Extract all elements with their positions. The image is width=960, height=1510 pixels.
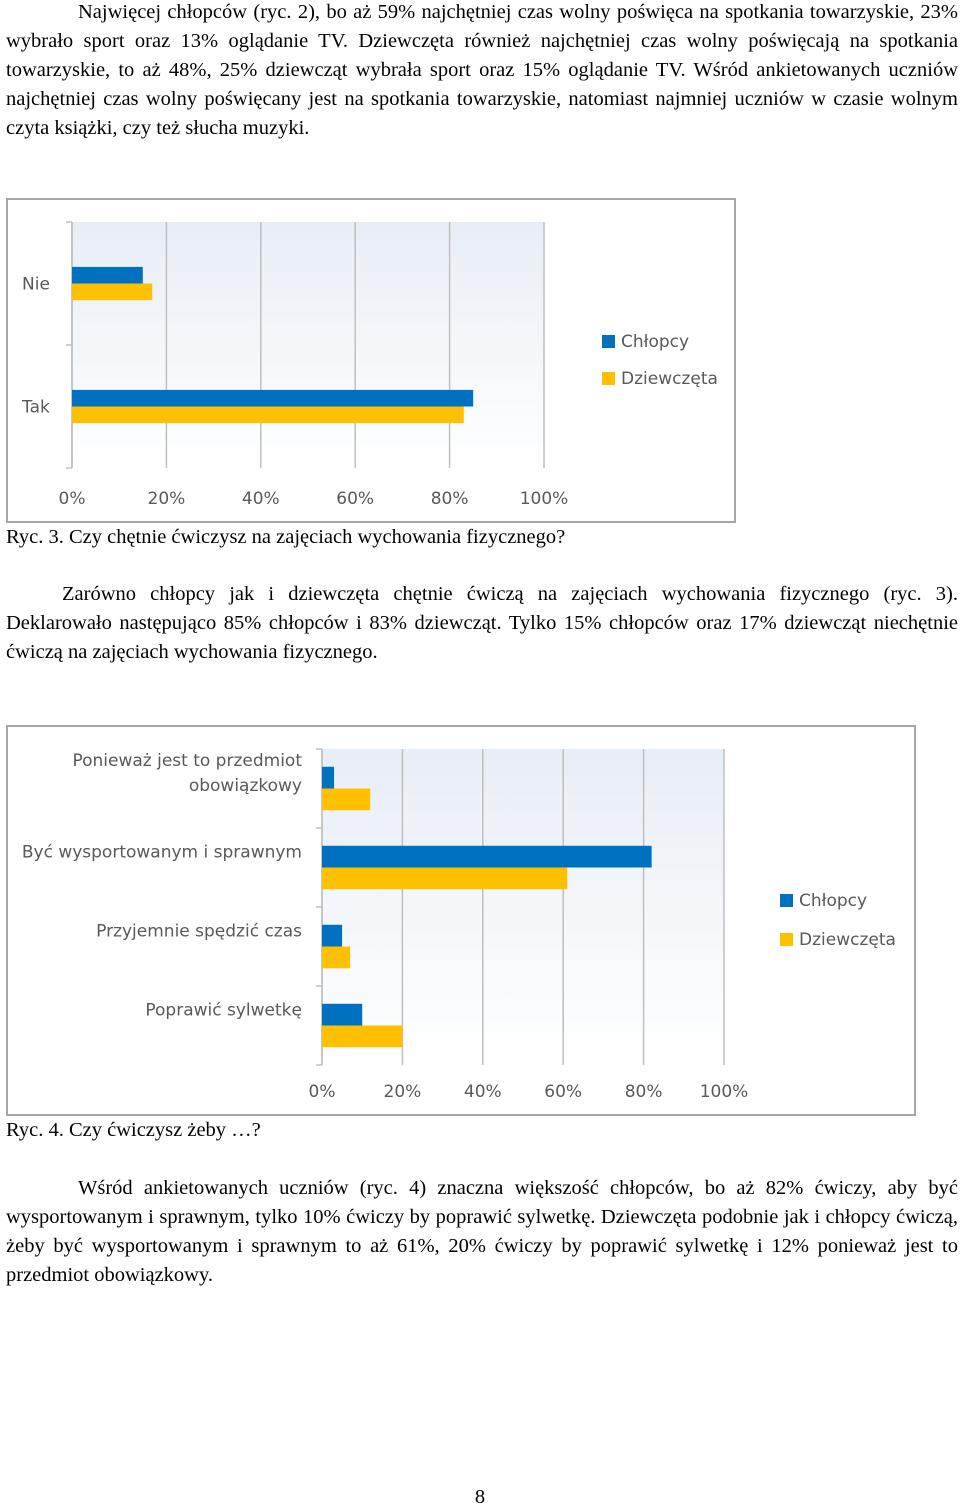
plot-area [322,749,724,1065]
bar-boys [72,390,473,407]
legend-swatch [780,933,793,946]
chart-ryc4 [6,725,916,1116]
bar-girls [322,1026,402,1048]
legend-swatch [602,372,615,385]
paragraph-ryc4-summary: Wśród ankietowanych uczniów (ryc. 4) znaczna większość chłopców, bo aż 82% ćwiczy, aby być wysportowanym i sprawnym, tylko 10% ćwiczy by poprawić sylwetkę. Dziewczęta podobnie jak i chłopcy ćwiczą, żeby być wysportowanym i sprawnym to aż 61%, 20% ćwiczy by poprawić sylwetkę i 12% ponieważ jest to przedmiot obowiązkowy. [6,1177,958,1286]
x-tick-label: 0% [58,489,86,509]
x-tick-label: 100% [699,1082,749,1102]
x-tick-label: 80% [624,1082,663,1102]
paragraph-intro: Najwięcej chłopców (ryc. 2), bo aż 59% najchętniej czas wolny poświęca na spotkania towarzyskie, 23% wybrało sport oraz 13% oglądanie TV. Dziewczęta również najchętniej czas wolny poświęcają na spotkania towarzyskie, to aż 48%, 25% dziewcząt wybrała sport oraz 15% oglądanie TV. Wśród ankietowanych uczniów najchętniej czas wolny poświęcany jest na spotkania towarzyskie, natomiast najmniej uczniów w czasie wolnym czyta książki, czy też słucha muzyki. [6,1,958,139]
plot-area [72,222,544,468]
category-label: Ponieważ jest to przedmiot [72,750,302,771]
legend-swatch [602,335,615,348]
x-tick-label: 60% [544,1082,583,1102]
bar-girls [72,284,152,301]
category-label: Przyjemnie spędzić czas [96,921,302,942]
bar-girls [322,789,370,811]
legend-label: Chłopcy [799,891,868,911]
caption-ryc3: Ryc. 3. Czy chętnie ćwiczysz na zajęciach wychowania fizycznego? [6,526,566,548]
x-tick-label: 40% [463,1082,502,1102]
category-label: Poprawić sylwetkę [145,1000,302,1021]
legend-label: Dziewczęta [799,930,896,950]
x-tick-label: 40% [241,489,280,509]
category-label: Tak [22,397,50,418]
bar-girls [72,407,464,424]
bar-boys [72,267,143,284]
bar-boys [322,846,652,868]
category-label: obowiązkowy [188,775,302,796]
bar-girls [322,868,567,890]
bar-girls [322,947,350,969]
paragraph-ryc3-summary: Zarówno chłopcy jak i dziewczęta chętnie ćwiczą na zajęciach wychowania fizycznego (ryc. 3). Deklarowało następująco 85% chłopców i 83% dziewcząt. Tylko 15% chłopców oraz 17% dziewcząt niechętnie ćwiczą na zajęciach wychowania fizycznego. [6,583,958,663]
x-tick-label: 60% [336,489,375,509]
legend-label: Chłopcy [621,332,690,352]
x-tick-label: 0% [308,1082,336,1102]
page-number: 8 [474,1486,486,1508]
legend-label: Dziewczęta [621,369,718,389]
x-tick-label: 80% [430,489,469,509]
chart-ryc4-svg [8,727,914,1114]
x-tick-label: 20% [383,1082,422,1102]
x-tick-label: 20% [147,489,186,509]
category-label: Być wysportowanym i sprawnym [21,842,302,863]
x-tick-label: 100% [519,489,569,509]
chart-ryc3-svg [8,200,734,521]
bar-boys [322,1004,362,1026]
bar-boys [322,925,342,947]
category-label: Nie [22,274,50,295]
caption-ryc4: Ryc. 4. Czy ćwiczysz żeby …? [6,1119,261,1141]
legend-swatch [780,894,793,907]
chart-ryc3 [6,198,736,523]
bar-boys [322,767,334,789]
